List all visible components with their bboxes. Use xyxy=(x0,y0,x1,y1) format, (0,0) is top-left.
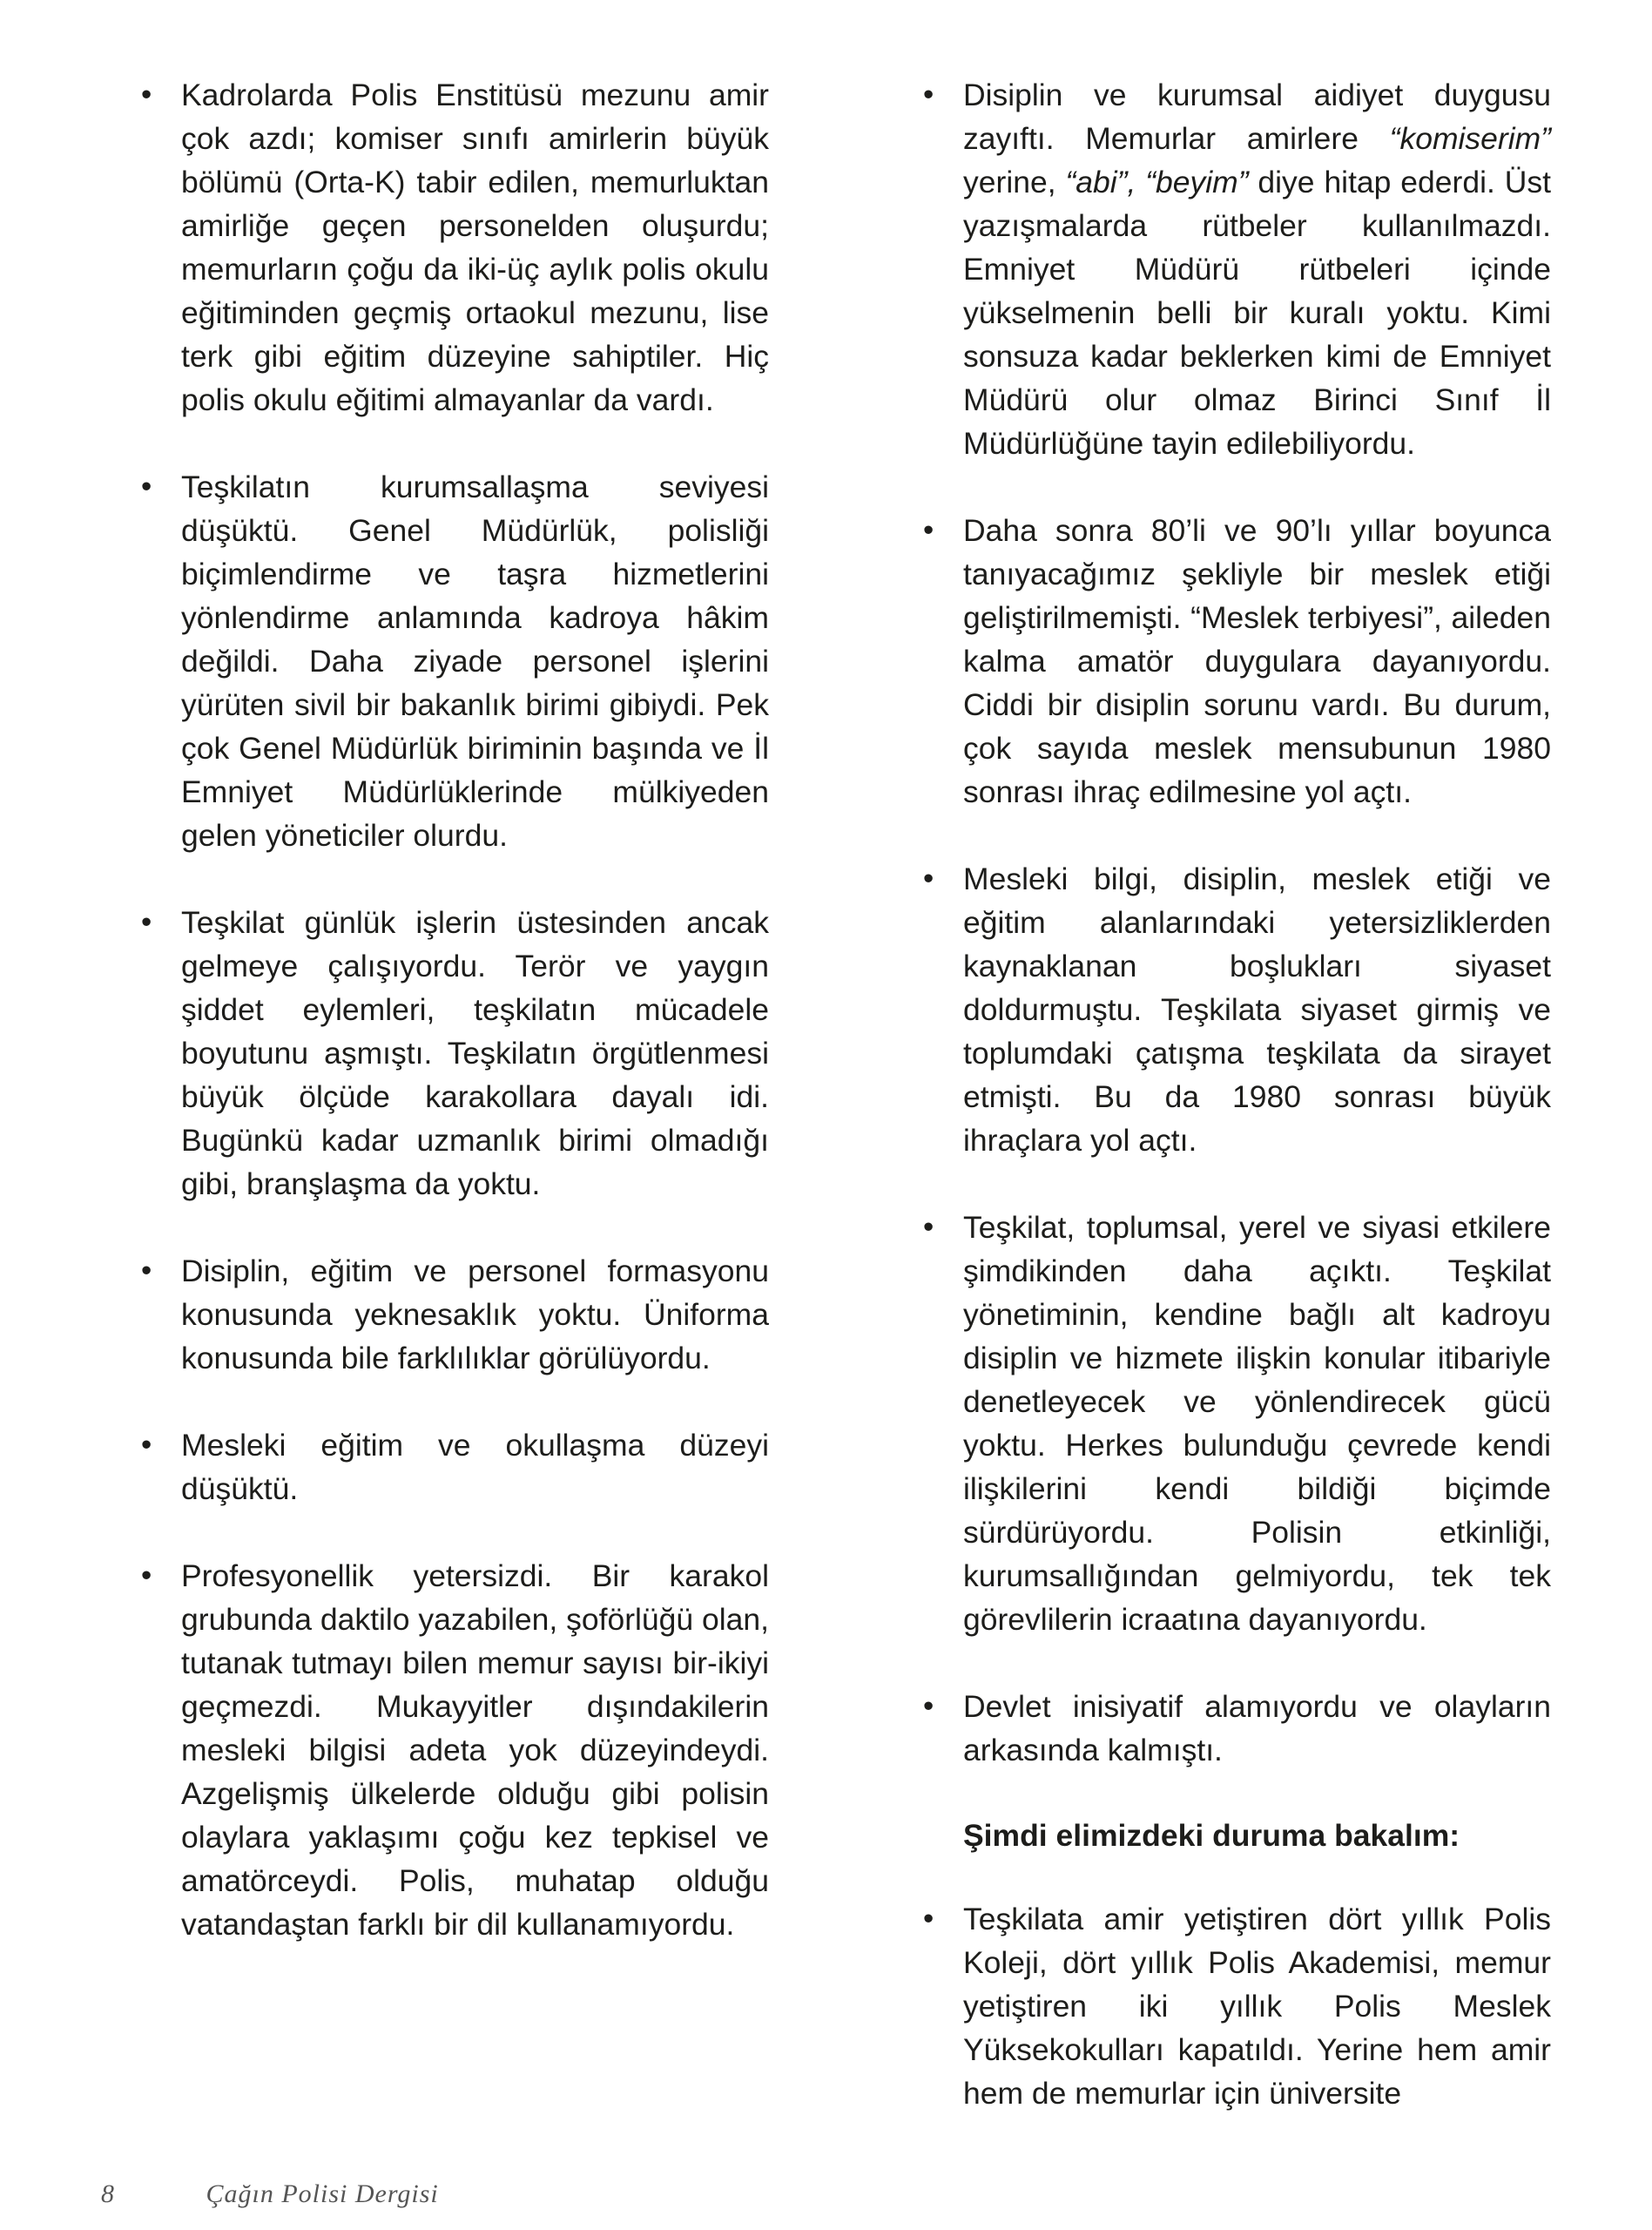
page-number: 8 xyxy=(101,2179,114,2208)
text-run: yerine, xyxy=(963,165,1066,199)
right-bullet-list-2 xyxy=(963,1897,1551,2115)
list-item: • Daha sonra 80’li ve 90’lı yıllar boyunca tanıyacağımız şekliyle bir meslek etiği geliştirilmemişti. “Meslek terbiyesi”, aileden kalma amatör duygulara dayanıyordu. Ciddi bir disiplin sorunu vardı. Bu durum, çok sayıda meslek mensubunun 1980 sonrası ihraç edilmesine yol açtı. xyxy=(963,509,1551,814)
text-run: Disiplin ve kurumsal aidiyet duygusu zayıftı. Memurlar amirlere xyxy=(963,78,1551,156)
left-bullet-list xyxy=(181,73,769,1946)
list-item: • Kadrolarda Polis Enstitüsü mezunu amir çok azdı; komiser sınıfı amirlerin büyük bölümü (Orta-K) tabir edilen, memurluktan amirliğe geçen personelden oluşurdu; memurların çoğu da iki-üç aylık polis okulu eğitiminden geçmiş ortaokul mezunu, lise terk gibi eğitim düzeyine sahiptiler. Hiç polis okulu eğitimi almayanlar da vardı. xyxy=(181,73,769,422)
list-item: • Teşkilat günlük işlerin üstesinden ancak gelmeye çalışıyordu. Terör ve yaygın şiddet eylemleri, teşkilatın mücadele boyutunu aşmıştı. Teşkilatın örgütlenmesi büyük ölçüde karakollara dayalı idi. Bugünkü kadar uzmanlık birimi olmadığı gibi, branşlaşma da yoktu. xyxy=(181,901,769,1206)
section-subheading: Şimdi elimizdeki duruma bakalım: xyxy=(963,1818,1460,1853)
page-footer xyxy=(101,2179,439,2209)
right-bullet-list xyxy=(963,73,1551,1772)
list-item xyxy=(963,73,1551,465)
left-column xyxy=(181,73,769,1990)
list-item: • Teşkilat, toplumsal, yerel ve siyasi etkilere şimdikinden daha açıktı. Teşkilat yönetiminin, kendine bağlı alt kadroyu disiplin ve hizmete ilişkin konular itibariyle denetleyecek ve yönlendirecek gücü yoktu. Herkes bulunduğu çevrede kendi ilişkilerini kendi bildiği biçimde sürdürüyordu. Polisin etkinliği, kurumsallığından gelmiyordu, tek tek görevlilerin icraatına dayanıyordu. xyxy=(963,1206,1551,1641)
list-item: • Teşkilatın kurumsallaşma seviyesi düşüktü. Genel Müdürlük, polisliği biçimlendirme ve taşra hizmetlerini yönlendirme anlamında kadroya hâkim değildi. Daha ziyade personel işlerini yürüten sivil bir bakanlık birimi gibiydi. Pek çok Genel Müdürlük biriminin başında ve İl Emniyet Müdürlüklerinde mülkiyeden gelen yöneticiler olurdu. xyxy=(181,465,769,857)
list-item: • Teşkilata amir yetiştiren dört yıllık Polis Koleji, dört yıllık Polis Akademisi, memur yetiştiren iki yıllık Polis Meslek Yüksekokulları kapatıldı. Yerine hem amir hem de memurlar için üniversite xyxy=(963,1897,1551,2115)
list-item: • Devlet inisiyatif alamıyordu ve olayların arkasında kalmıştı. xyxy=(963,1685,1551,1772)
right-column xyxy=(963,73,1551,2159)
quoted-term: “abi”, “beyim” xyxy=(1065,165,1249,199)
list-item: • Profesyonellik yetersizdi. Bir karakol grubunda daktilo yazabilen, şoförlüğü olan, tutanak tutmayı bilen memur sayısı bir-ikiyi geçmezdi. Mukayyitler dışındakilerin mesleki bilgisi adeta yok düzeyindeydi. Azgelişmiş ülkelerde olduğu gibi polisin olaylara yaklaşımı çoğu kez tepkisel ve amatörceydi. Polis, muhatap olduğu vatandaştan farklı bir dil kullanamıyordu. xyxy=(181,1554,769,1946)
list-item: • Mesleki bilgi, disiplin, meslek etiği ve eğitim alanlarındaki yetersizliklerden kaynaklanan boşlukları siyaset doldurmuştu. Teşkilata siyaset girmiş ve toplumdaki çatışma teşkilata da sirayet etmişti. Bu da 1980 sonrası büyük ihraçlara yol açtı. xyxy=(963,857,1551,1162)
journal-name: Çağın Polisi Dergisi xyxy=(206,2179,439,2208)
text-run: diye hitap ederdi. Üst yazışmalarda rütbeler kullanılmazdı. Emniyet Müdürü rütbeleri içinde yükselmenin belli bir kuralı yoktu. Kimi sonsuza kadar beklerken kimi de Emniyet Müdürü olur olmaz Birinci Sınıf İl Müdürlüğüne tayin edilebiliyordu. xyxy=(963,165,1551,461)
list-item: • Disiplin, eğitim ve personel formasyonu konusunda yeknesaklık yoktu. Üniforma konusunda bile farklılıklar görülüyordu. xyxy=(181,1249,769,1380)
quoted-term: “komiserim” xyxy=(1389,121,1551,156)
list-item: • Mesleki eğitim ve okullaşma düzeyi düşüktü. xyxy=(181,1423,769,1510)
